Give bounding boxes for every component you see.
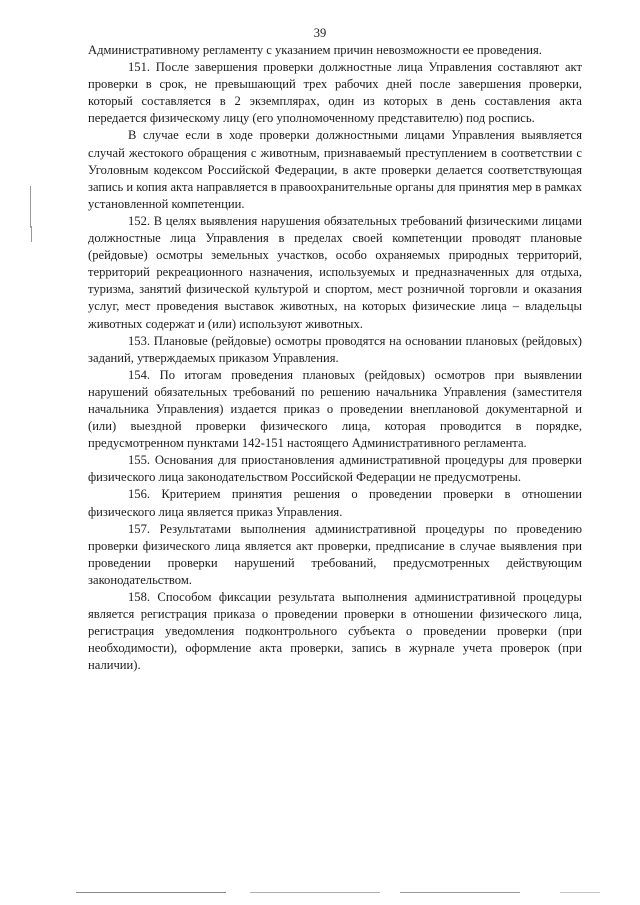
paragraph-151: 151. После завершения проверки должностные лица Управления составляют акт проверки в срок, не превышающий трех рабочих дней после завершения проверки, который составляется в 2 экземплярах, один из которых в день составления акта передается физическому лицу (его уполномоченному представителю) под роспись.	[88, 60, 582, 126]
paragraph-157: 157. Результатами выполнения административной процедуры по проведению проверки физического лица является акт проверки, предписание в случае выявления при проведении проверки нарушений требований, предусмотренных действующим законодательством.	[88, 521, 582, 587]
paragraph-animal-cruelty: В случае если в ходе проверки должностными лицами Управления выявляется случай жестокого обращения с животным, признаваемый преступлением в соответствии с Уголовным кодексом Российской Федерации, в акте проверки делается соответствующая запись и копия акта направляется в правоохранительные органы для принятия мер в рамках установленной компетенции.	[88, 128, 582, 211]
paragraph-continuation: Административному регламенту с указанием причин невозможности ее проведения.	[88, 43, 542, 57]
page-number: 39	[313, 26, 327, 40]
paragraph-155: 155. Основания для приостановления административной процедуры для проверки физического лица законодательством Российской Федерации не предусмотрены.	[88, 453, 582, 485]
scan-edge-mark	[31, 226, 32, 242]
paragraph-152: 152. В целях выявления нарушения обязательных требований физическими лицами должностные лица Управления в пределах своей компетенции проводят плановые (рейдовые) осмотры земельных участков, особо охраняемых природных территорий, территорий рекреационного назначения, используемых и предназначенных для отдыха, туризма, занятий физической культурой и спортом, мест розничной торговли и оказания услуг, мест проведения выставок животных, на которых физические лица – владельцы животных содержат и (или) используют животных.	[88, 213, 582, 331]
scan-edge-mark	[30, 186, 31, 228]
scan-footer-line	[560, 892, 600, 893]
paragraph-158: 158. Способом фиксации результата выполнения административной процедуры является регистрация приказа о проведении проверки в отношении физического лица, регистрация уведомления подконтрольного субъекта о проведении проверки (при необходимости), оформление акта проверки, запись в журнале учета проверок (при наличии).	[88, 590, 582, 673]
scan-footer-line	[400, 892, 520, 893]
scan-footer-line	[250, 892, 380, 893]
paragraph-153: 153. Плановые (рейдовые) осмотры проводятся на основании плановых (рейдовых) заданий, утверждаемых приказом Управления.	[88, 333, 582, 365]
paragraph-156: 156. Критерием принятия решения о проведении проверки в отношении физического лица является приказ Управления.	[88, 487, 582, 519]
paragraph-154: 154. По итогам проведения плановых (рейдовых) осмотров при выявлении нарушений обязательных требований по решению начальника Управления (заместителя начальника Управления) издается приказ о проведении внеплановой документарной и (или) выездной проверки физического лица, которая проводится в порядке, предусмотренном пунктами 142-151 настоящего Административного регламента.	[88, 367, 582, 451]
scan-footer-line	[76, 892, 226, 893]
document-body	[88, 42, 582, 674]
